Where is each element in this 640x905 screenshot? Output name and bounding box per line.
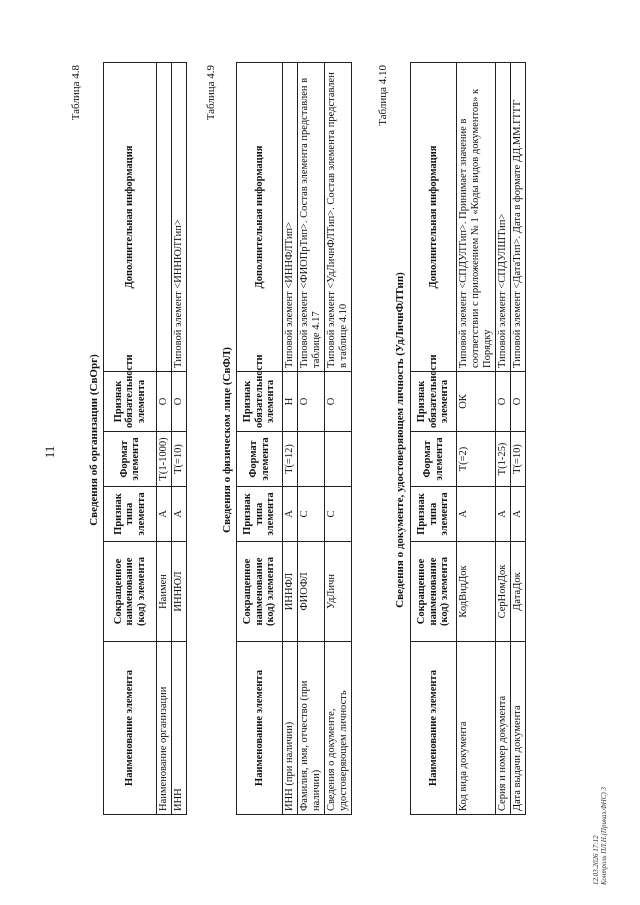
- table-4-8-caption: Сведения об организации (СвОрг): [88, 354, 100, 526]
- col-header-format: Формат элемента: [104, 432, 157, 487]
- table-row: ИНН ИННЮЛ А T(=10) О Типовой элемент <ИННЮЛТип>: [172, 63, 187, 815]
- footer-stamp: 12.03.2026 17:12 Контроль ПЛ.Н.(Приказ.ФНС) 3: [592, 787, 608, 885]
- table-header-row: Наименование элемента Сокращенное наименование (код) элемента Признак типа элемента Формат элемента Признак обязательности элемента Дополнительная информация: [411, 63, 457, 815]
- col-header-name: Наименование элемента: [104, 642, 157, 815]
- table-row: ИНН (при наличии) ИННФЛ А T(=12) Н Типовой элемент <ИННФЛТип>: [283, 63, 298, 815]
- table-4-9-caption: Сведения о физическом лице (СвФЛ): [221, 347, 233, 533]
- table-row: Сведения о документе, удостоверяющем личность УдЛичн С О Типовой элемент <УдЛичнФЛТип>. Состав элемента представлен в таблице 4.10: [325, 63, 352, 815]
- col-header-type: Признак типа элемента: [104, 487, 157, 542]
- table-4-9: [236, 62, 352, 815]
- table-row: Код вида документа КодВидДок А T(=2) ОК Типовой элемент <СПДУЛТип>. Принимает значение в соответствии с приложением № 1 «Коды видов документов» к Порядку: [457, 63, 496, 815]
- table-row: Дата выдачи документа ДатаДок А T(=10) О Типовой элемент <ДатаТип>. Дата в формате ДД.ММ.ГГГГ: [511, 63, 526, 815]
- table-row: Серия и номер документа СерНомДок А T(1-25) О Типовой элемент <СПДУЛШТип>: [496, 63, 511, 815]
- table-4-10-caption: Сведения о документе, удостоверяющем личность (УдЛичнФЛТип): [394, 272, 406, 608]
- col-header-short: Сокращенное наименование (код) элемента: [104, 542, 157, 642]
- table-4-8: [103, 62, 187, 815]
- table-header-row: [104, 63, 157, 815]
- table-row: Наименование организации Наимен А T(1-1000) О: [157, 63, 172, 815]
- table-row: Фамилия, имя, отчество (при наличии) ФИОФЛ С О Типовой элемент <ФИОПрТип>. Состав элемента представлен в таблице 4.17: [298, 63, 325, 815]
- table-header-row: Наименование элемента Сокращенное наименование (код) элемента Признак типа элемента Формат элемента Признак обязательности элемента Дополнительная информация: [237, 63, 283, 815]
- table-4-10-number: Таблица 4.10: [377, 65, 389, 126]
- table-4-9-number: Таблица 4.9: [205, 65, 217, 121]
- col-header-required: Признак обязательности элемента: [104, 372, 157, 432]
- col-header-info: Дополнительная информация: [104, 63, 157, 372]
- page-number: 11: [42, 445, 57, 459]
- table-4-8-number: Таблица 4.8: [70, 65, 82, 121]
- table-4-10: [410, 62, 526, 815]
